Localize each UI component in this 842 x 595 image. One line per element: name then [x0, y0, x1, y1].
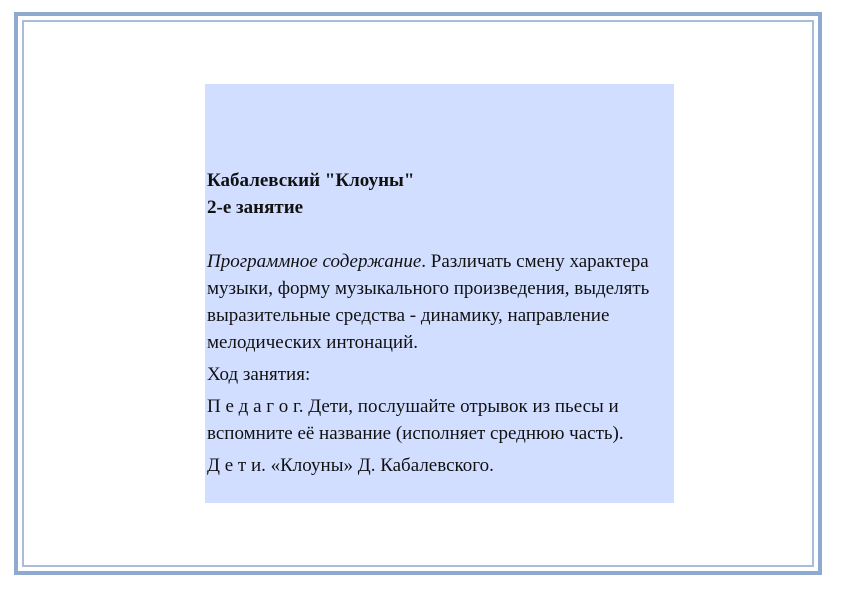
blank-line: [207, 221, 672, 248]
children-paragraph: [207, 452, 672, 479]
course-heading: Ход занятия:: [207, 364, 311, 385]
program-content-label: Программное содержание: [207, 251, 422, 272]
lesson-text-box: [205, 84, 674, 503]
program-content-text: . Различать смену характера музыки, форму музыкального произведения, выделять выразительные средства - динамику, направление мелодических интонаций.: [207, 251, 650, 353]
teacher-paragraph: [207, 393, 672, 447]
children-line-text: «Клоуны» Д. Кабалевского.: [265, 455, 494, 476]
teacher-speaker-label: П е д а г о г.: [207, 396, 304, 417]
program-content-paragraph: [207, 248, 672, 356]
children-speaker-label: Д е т и.: [207, 455, 266, 476]
lesson-subtitle: 2-е занятие: [207, 197, 304, 218]
teacher-line-text: Дети, послушайте отрывок из пьесы и вспомните её название (исполняет среднюю часть).: [207, 396, 624, 444]
lesson-title: Кабалевский "Клоуны": [207, 170, 415, 191]
